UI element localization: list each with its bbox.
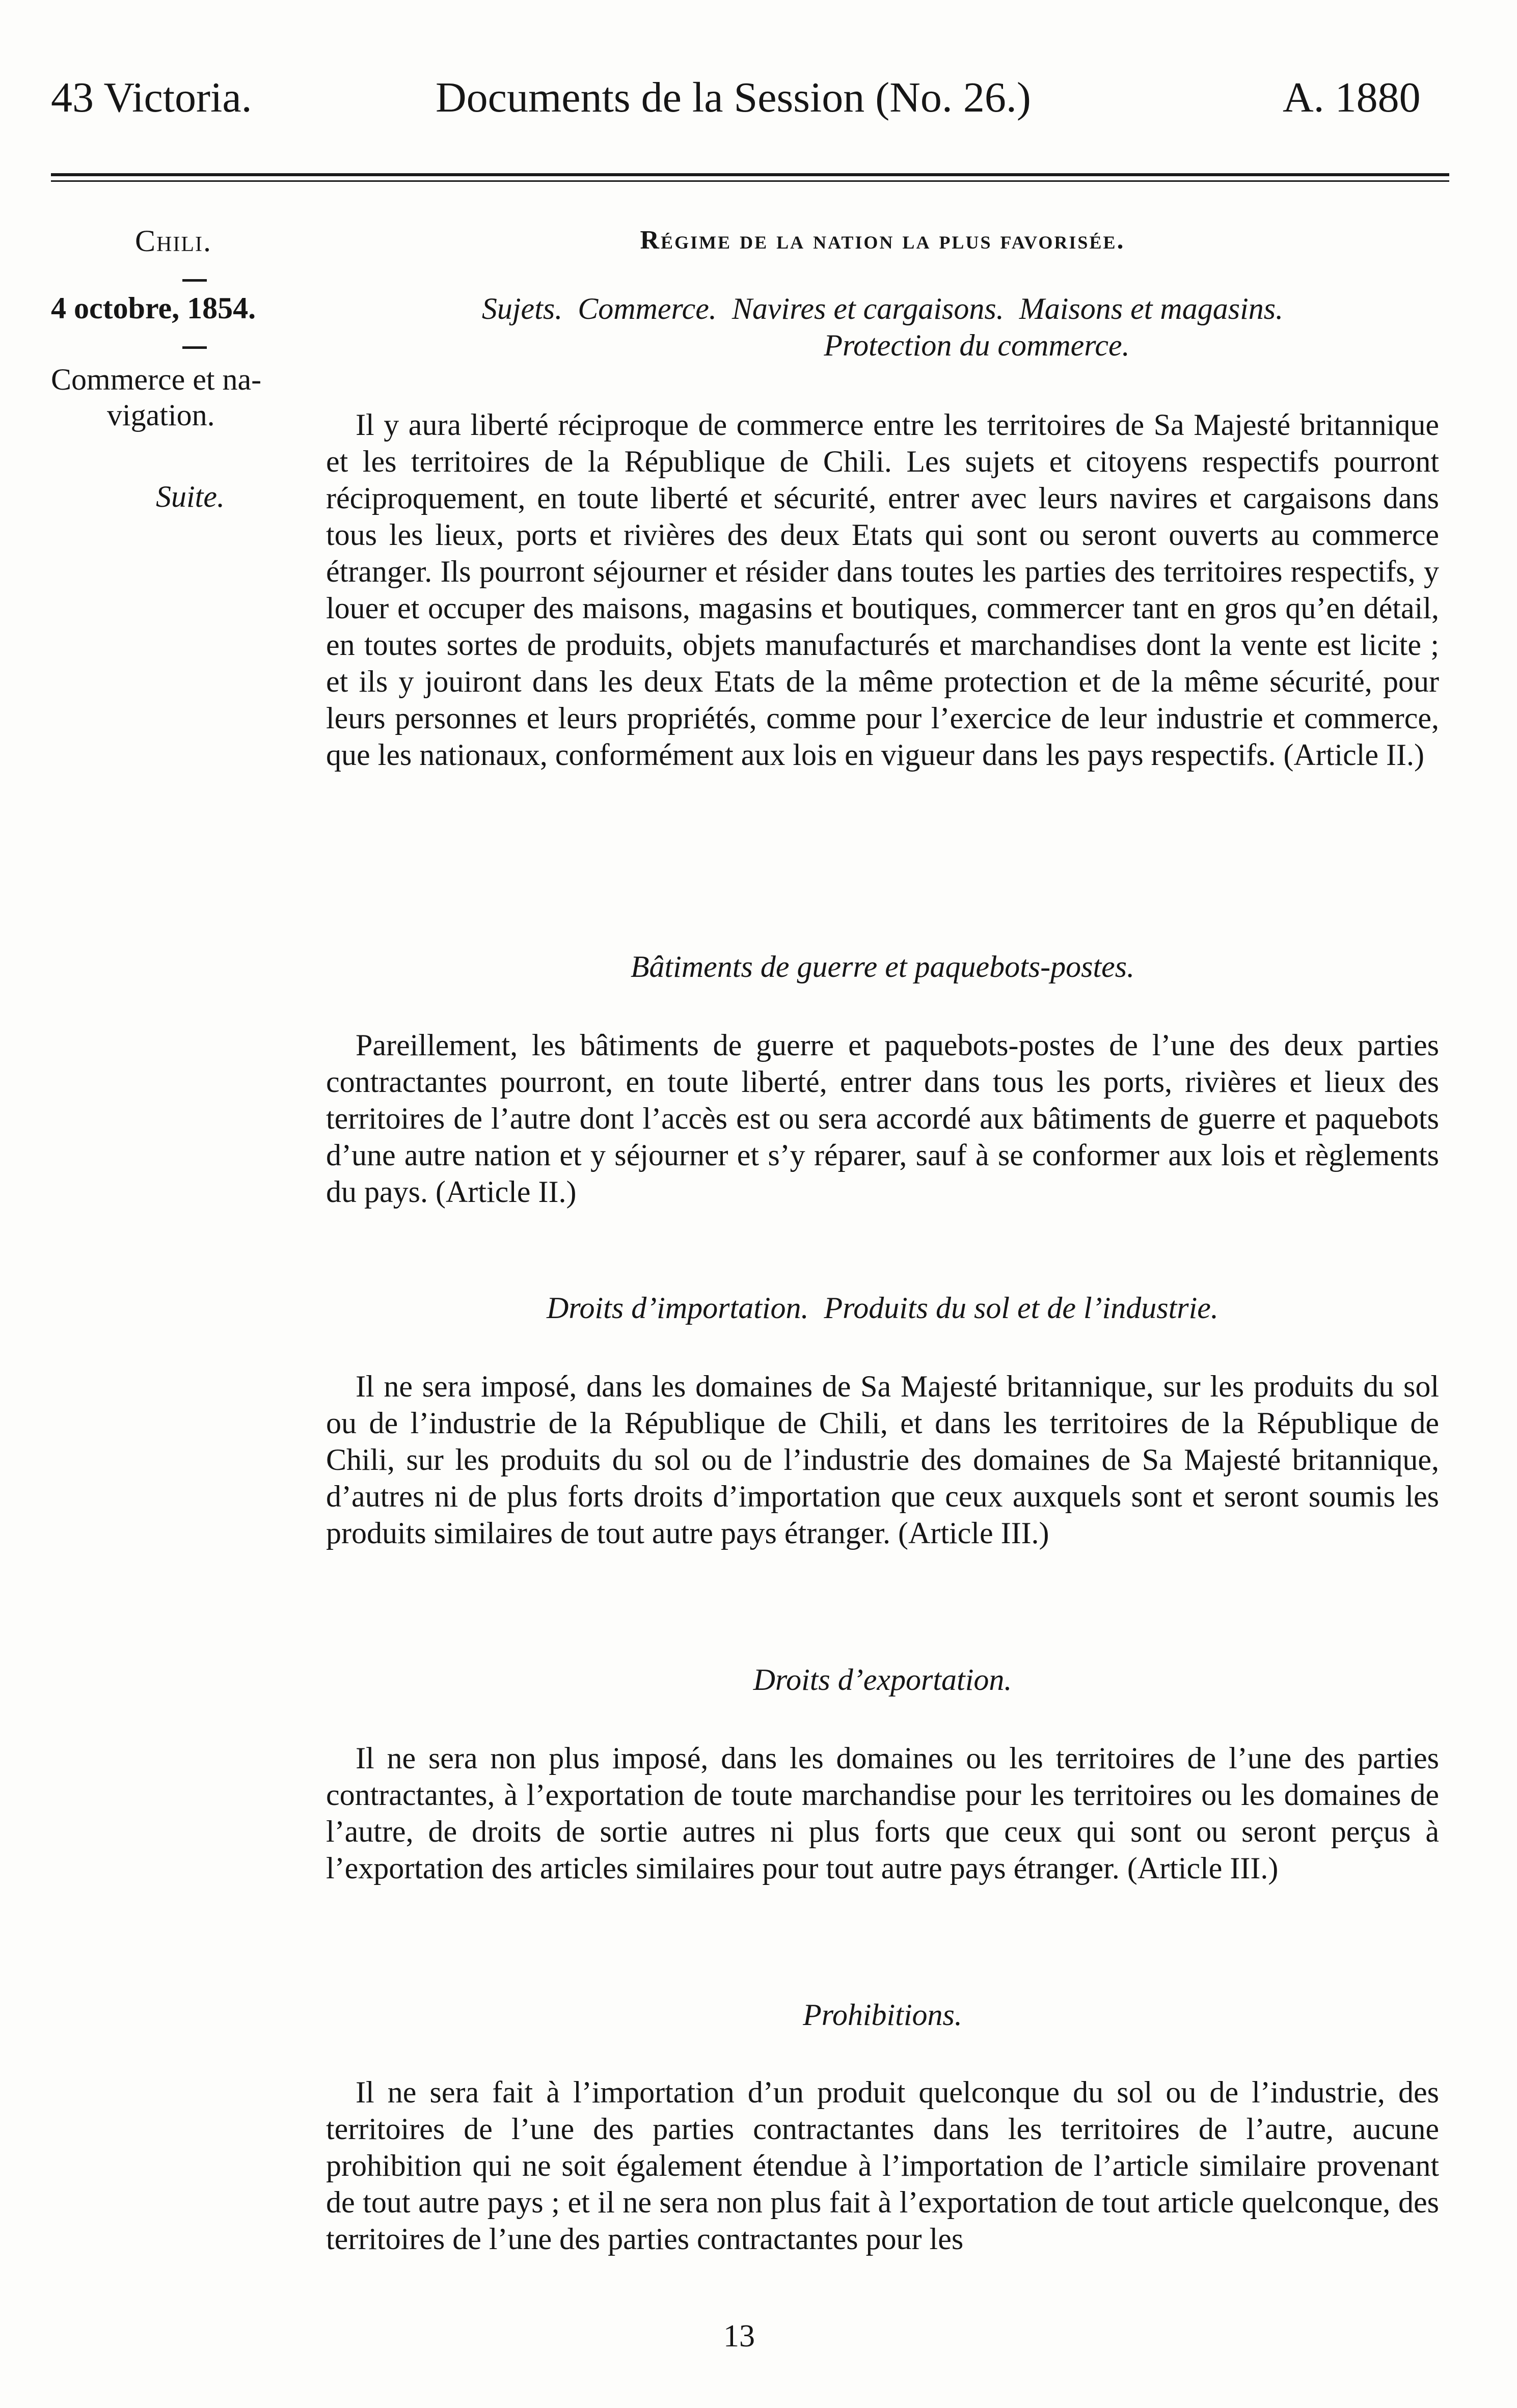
article-batiments bbox=[326, 1027, 1439, 1210]
header-rule-thick bbox=[51, 173, 1449, 176]
heading-prohibitions: Prohibitions. bbox=[803, 1998, 962, 2032]
topics-line-2: Protection du commerce. bbox=[824, 329, 1130, 362]
margin-country: Chili. bbox=[135, 224, 212, 258]
topics-line-1: Sujets. Commerce. Navires et cargaisons. Maisons et magasins. bbox=[481, 292, 1284, 325]
heading-exportation: Droits d’exportation. bbox=[753, 1663, 1012, 1696]
paragraph-batiments: Pareillement, les bâtiments de guerre et paquebots-postes de l’une des deux parties contractantes pourront, en toute liberté, entrer dans tous les ports, rivières et lieux des territoires de l’autre dont l’accès est ou sera accordé aux bâtiments de guerre et paquebots d’une autre nation et y séjourner et s’y réparer, sauf à se conformer aux lois et règlements du pays. (Article II.) bbox=[326, 1028, 1439, 1209]
header-session-year: 43 Victoria. bbox=[51, 74, 252, 121]
margin-date: 4 octobre, 1854. bbox=[51, 291, 256, 325]
heading-batiments: Bâtiments de guerre et paquebots-postes. bbox=[630, 950, 1135, 983]
margin-continuation: Suite. bbox=[156, 480, 225, 513]
margin-subject-line1: Commerce et na- bbox=[51, 363, 262, 396]
section-batiments bbox=[326, 948, 1439, 985]
paragraph-importation: Il ne sera imposé, dans les domaines de Sa Majesté britannique, sur les produits du sol ou de l’industrie de la République de Chili, et dans les territoires de la République de Chili, sur les produits du sol ou de l’industrie des domaines de Sa Majesté britannique, d’autres ni de plus forts droits d’importation que ceux auxquels sont et seront soumis les produits similaires de tout autre pays étranger. (Article III.) bbox=[326, 1370, 1439, 1550]
topics-block bbox=[326, 290, 1439, 364]
header-document-title: Documents de la Session (No. 26.) bbox=[436, 74, 1031, 121]
article-prohibitions bbox=[326, 2074, 1439, 2257]
margin-subject-line2: vigation. bbox=[107, 398, 215, 432]
margin-dash bbox=[182, 279, 207, 282]
section-title: Régime de la nation la plus favorisée. bbox=[640, 226, 1125, 255]
main-column bbox=[326, 225, 1439, 255]
section-exportation bbox=[326, 1661, 1439, 1698]
article-exportation bbox=[326, 1740, 1439, 1886]
paragraph-exportation: Il ne sera non plus imposé, dans les domaines ou les territoires de l’une des parties contractantes, à l’exportation de toute marchandise pour les territoires ou les domaines de l’autre, de droits de sortie autres ni plus forts que ceux qui sont ou seront perçus à l’exportation des articles similaires pour tout autre pays étranger. (Article III.) bbox=[326, 1741, 1439, 1885]
page-number: 13 bbox=[723, 2319, 755, 2354]
header-rule-thin bbox=[51, 180, 1449, 182]
section-importation bbox=[326, 1290, 1439, 1326]
margin-dash bbox=[182, 346, 207, 349]
article-commerce bbox=[326, 406, 1439, 773]
article-importation bbox=[326, 1368, 1439, 1551]
header-year: A. 1880 bbox=[1283, 74, 1421, 121]
section-prohibitions bbox=[326, 1996, 1439, 2033]
heading-importation: Droits d’importation. Produits du sol et de l’industrie. bbox=[547, 1291, 1218, 1325]
paragraph-prohibitions: Il ne sera fait à l’importation d’un produit quelconque du sol ou de l’industrie, des territoires de l’une des parties contractantes dans les territoires de l’autre, aucune prohibition qui ne soit également étendue à l’importation de l’article similaire provenant de tout autre pays ; et il ne sera non plus fait à l’exportation de tout article quelconque, des territoires de l’une des parties contractantes pour les bbox=[326, 2075, 1439, 2256]
paragraph-commerce: Il y aura liberté réciproque de commerce entre les territoires de Sa Majesté britannique et les territoires de la République de Chili. Les sujets et citoyens respectifs pourront réciproquement, en toute liberté et sécurité, entrer avec leurs navires et cargaisons dans tous les lieux, ports et rivières des deux Etats qui sont ou seront ouverts au commerce étranger. Ils pourront séjourner et résider dans toutes les parties des territoires respectifs, y louer et occuper des maisons, magasins et boutiques, commercer tant en gros qu’en détail, en toutes sortes de produits, objets manufacturés et marchandises dont la vente est licite ; et ils y jouiront dans les deux Etats de la même protection et de la même sécurité, pour leurs personnes et leurs propriétés, comme pour l’exercice de leur industrie et commerce, que les nationaux, conformément aux lois en vigueur dans les pays respectifs. (Article II.) bbox=[326, 408, 1439, 772]
